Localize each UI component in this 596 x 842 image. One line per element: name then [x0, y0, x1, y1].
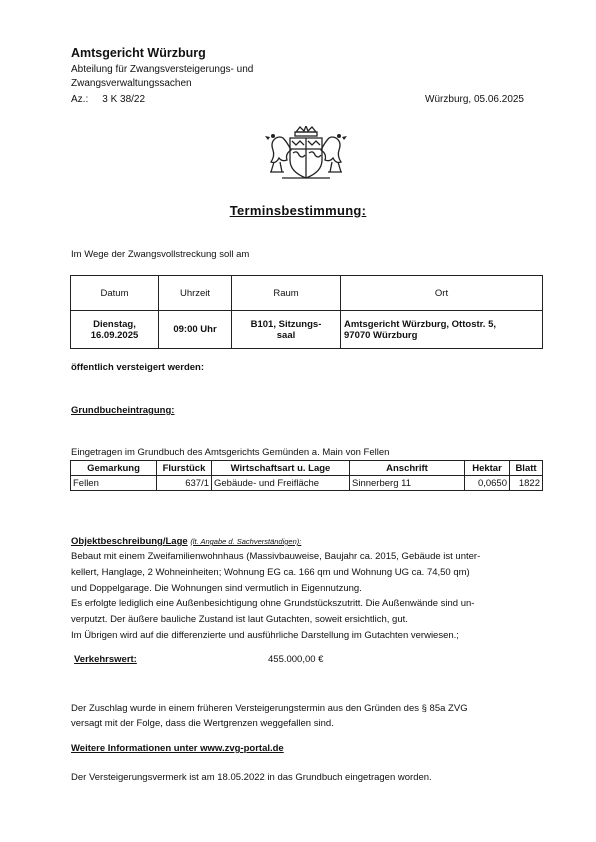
sold-text: öffentlich versteigert werden: [71, 362, 205, 373]
cell-wirtschaftsart: Gebäude- und Freifläche [212, 476, 350, 491]
date-line-1: Dienstag, [93, 318, 136, 330]
land-register-heading: Grundbucheintragung: [71, 405, 175, 416]
object-heading-title: Objektbeschreibung/Lage [71, 536, 188, 547]
header-ort: Ort [341, 276, 543, 311]
bavarian-coat-of-arms-icon [262, 126, 350, 184]
award-line-1: Der Zuschlag wurde in einem früheren Versteigerungstermin aus den Gründen des § 85a ZVG [71, 703, 468, 714]
header-wirtschaftsart: Wirtschaftsart u. Lage [212, 461, 350, 476]
cell-anschrift: Sinnerberg 11 [350, 476, 465, 491]
court-name: Amtsgericht Würzburg [71, 46, 206, 60]
page-title: Terminsbestimmung: [229, 203, 367, 218]
award-note [71, 702, 543, 731]
market-value: 455.000,00 € [268, 654, 324, 665]
appointment-time: 09:00 Uhr [159, 311, 232, 349]
appointment-header-row [71, 276, 543, 311]
appointment-place [341, 311, 543, 349]
az-label: Az.: [71, 94, 89, 105]
department [71, 63, 253, 91]
cell-gemarkung: Fellen [71, 476, 157, 491]
object-line: und Doppelgarage. Die Wohnungen sind vermutlich in Eigennutzung. [71, 582, 362, 594]
header-datum: Datum [71, 276, 159, 311]
room-line-2: saal [276, 329, 296, 341]
header-gemarkung: Gemarkung [71, 461, 157, 476]
header-anschrift: Anschrift [350, 461, 465, 476]
appointment-value-row [71, 311, 543, 349]
appointment-room [232, 311, 341, 349]
market-value-label: Verkehrswert: [74, 654, 137, 665]
object-line: Bebaut mit einem Zweifamilienwohnhaus (Massivbauweise, Baujahr ca. 2015, Gebäude ist unter- [71, 551, 481, 562]
az-number: 3 K 38/22 [102, 94, 146, 105]
department-line-2: Zwangsverwaltungssachen [71, 78, 192, 89]
header-blatt: Blatt [510, 461, 543, 476]
object-line: Im Übrigen wird auf die differenzierte und ausführliche Darstellung im Gutachten verwiesen.; [71, 629, 459, 641]
award-line-2: versagt mit der Folge, dass die Wertgrenzen weggefallen sind. [71, 717, 334, 729]
header-hektar: Hektar [465, 461, 510, 476]
object-line: verputzt. Der äußere bauliche Zustand ist laut Gutachten, soweit ersichtlich, gut. [71, 614, 408, 626]
cell-blatt: 1822 [510, 476, 543, 491]
header-uhrzeit: Uhrzeit [159, 276, 232, 311]
header-raum: Raum [232, 276, 341, 311]
place-line-1: Amtsgericht Würzburg, Ottostr. 5, [344, 318, 497, 330]
cell-flurstueck: 637/1 [157, 476, 212, 491]
cell-hektar: 0,0650 [465, 476, 510, 491]
land-register-row [71, 476, 543, 491]
land-register-line: Eingetragen im Grundbuch des Amtsgerichts Gemünden a. Main von Fellen [71, 447, 390, 458]
appointment-table [70, 275, 543, 349]
land-register-table [70, 460, 543, 491]
department-line-1: Abteilung für Zwangsversteigerungs- und [71, 64, 254, 75]
place-date: Würzburg, 05.06.2025 [425, 94, 524, 105]
room-line-1: B101, Sitzungs- [250, 318, 322, 330]
object-line: Es erfolgte lediglich eine Außenbesichtigung ohne Grundstückszutritt. Die Außenwände sind un- [71, 598, 475, 610]
object-heading [71, 536, 301, 547]
header-flurstueck: Flurstück [157, 461, 212, 476]
date-line-2: 16.09.2025 [90, 329, 139, 341]
appointment-date [71, 311, 159, 349]
intro-text: Im Wege der Zwangsvollstreckung soll am [71, 249, 250, 260]
land-register-header-row [71, 461, 543, 476]
more-info-link[interactable]: Weitere Informationen unter www.zvg-portal.de [71, 743, 284, 754]
register-note: Der Versteigerungsvermerk ist am 18.05.2022 in das Grundbuch eingetragen worden. [71, 772, 432, 783]
object-description [71, 549, 543, 644]
case-reference [71, 94, 145, 105]
object-line: kellert, Hanglage, 2 Wohneinheiten; Wohnung EG ca. 166 qm und Wohnung UG ca. 74,50 qm) [71, 566, 470, 578]
place-line-2: 97070 Würzburg [344, 329, 418, 341]
object-heading-note: (lt. Angabe d. Sachverständigen): [190, 537, 302, 546]
